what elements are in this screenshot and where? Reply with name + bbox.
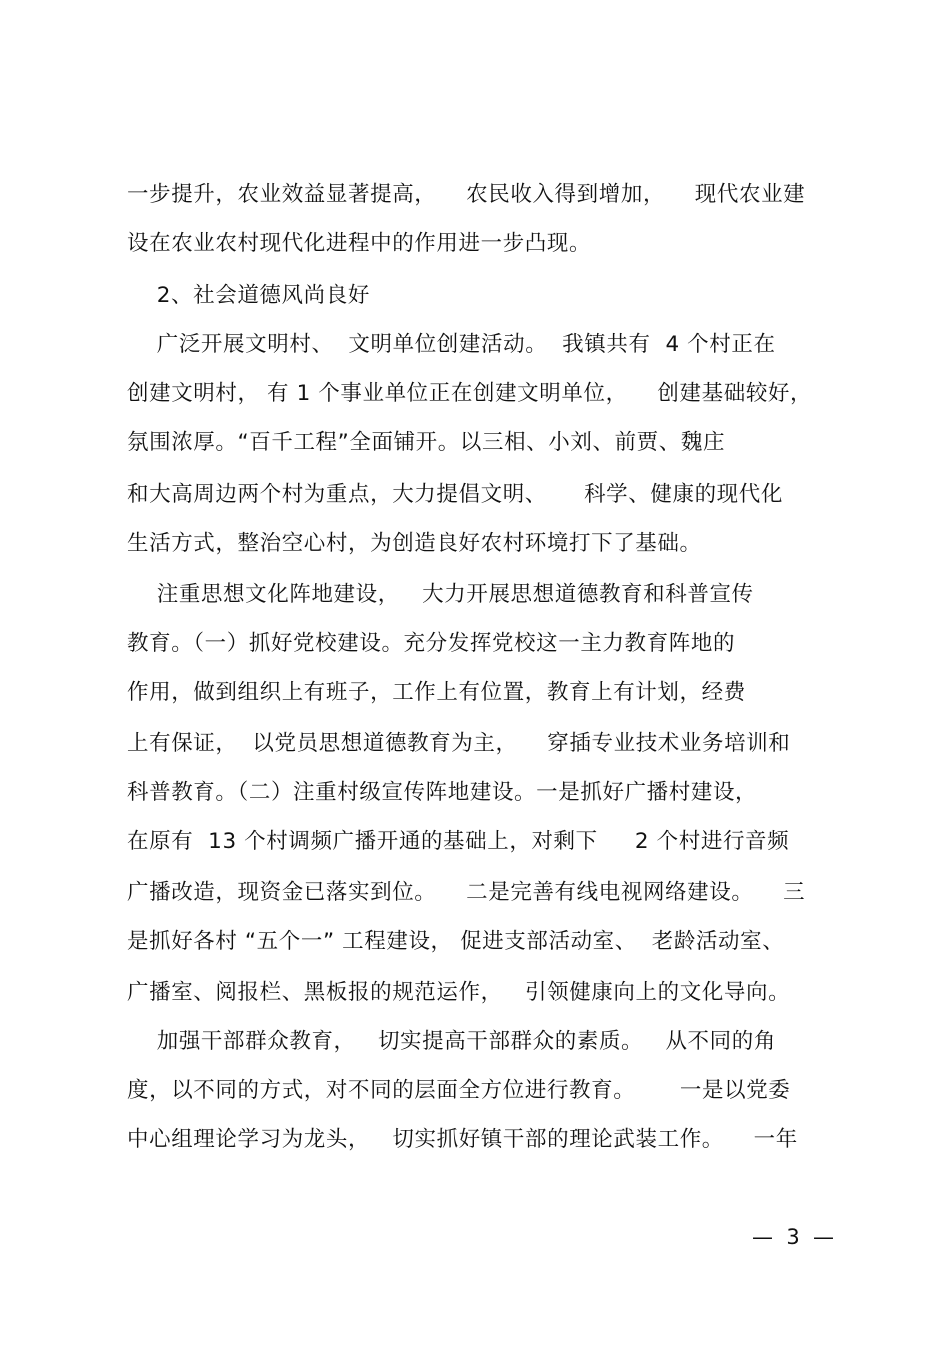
body-text-line: 科普教育。（二）注重村级宣传阵地建设。一是抓好广播村建设， — [127, 780, 758, 805]
body-text-line: 一步提升，农业效益显著提高， 农民收入得到增加， 现代农业建 — [127, 182, 806, 207]
body-text-line: 和大高周边两个村为重点，大力提倡文明、 科学、健康的现代化 — [127, 482, 783, 507]
body-text-line: 教育。（一）抓好党校建设。充分发挥党校这一主力教育阵地的 — [127, 631, 736, 656]
body-text-line: 创建文明村， 有 1 个事业单位正在创建文明单位， 创建基础较好， — [127, 381, 813, 406]
body-text-line: 度，以不同的方式，对不同的层面全方位进行教育。 一是以党委 — [127, 1078, 791, 1103]
body-text-line: 作用，做到组织上有班子，工作上有位置，教育上有计划，经费 — [127, 680, 746, 705]
body-text-line: 广泛开展文明村、 文明单位创建活动。 我镇共有 4 个村正在 — [127, 332, 776, 357]
body-text-line: 加强干部群众教育， 切实提高干部群众的素质。 从不同的角 — [127, 1029, 776, 1054]
body-text-line: 设在农业农村现代化进程中的作用进一步凸现。 — [127, 231, 592, 256]
page-number: — 3 — — [752, 1225, 835, 1249]
body-text-line: 注重思想文化阵地建设， 大力开展思想道德教育和科普宣传 — [127, 582, 754, 607]
body-text-line: 生活方式，整治空心村，为创造良好农村环境打下了基础。 — [127, 531, 702, 556]
body-text-line: 广播室、阅报栏、黑板报的规范运作， 引领健康向上的文化导向。 — [127, 980, 791, 1005]
body-text-line: 广播改造，现资金已落实到位。 二是完善有线电视网络建设。 三 — [127, 880, 806, 905]
body-text-line: 氛围浓厚。“百千工程”全面铺开。以三相、小刘、前贾、魏庄 — [127, 430, 726, 455]
body-text-line: 是抓好各村 “五个一” 工程建设， 促进支部活动室、 老龄活动室、 — [127, 929, 785, 954]
body-text-line: 上有保证， 以党员思想道德教育为主， 穿插专业技术业务培训和 — [127, 731, 791, 756]
section-heading: 2、社会道德风尚良好 — [127, 283, 370, 308]
body-text-line: 在原有 13 个村调频广播开通的基础上，对剩下 2 个村进行音频 — [127, 829, 790, 854]
body-text-line: 中心组理论学习为龙头， 切实抓好镇干部的理论武装工作。 一年 — [127, 1127, 798, 1152]
